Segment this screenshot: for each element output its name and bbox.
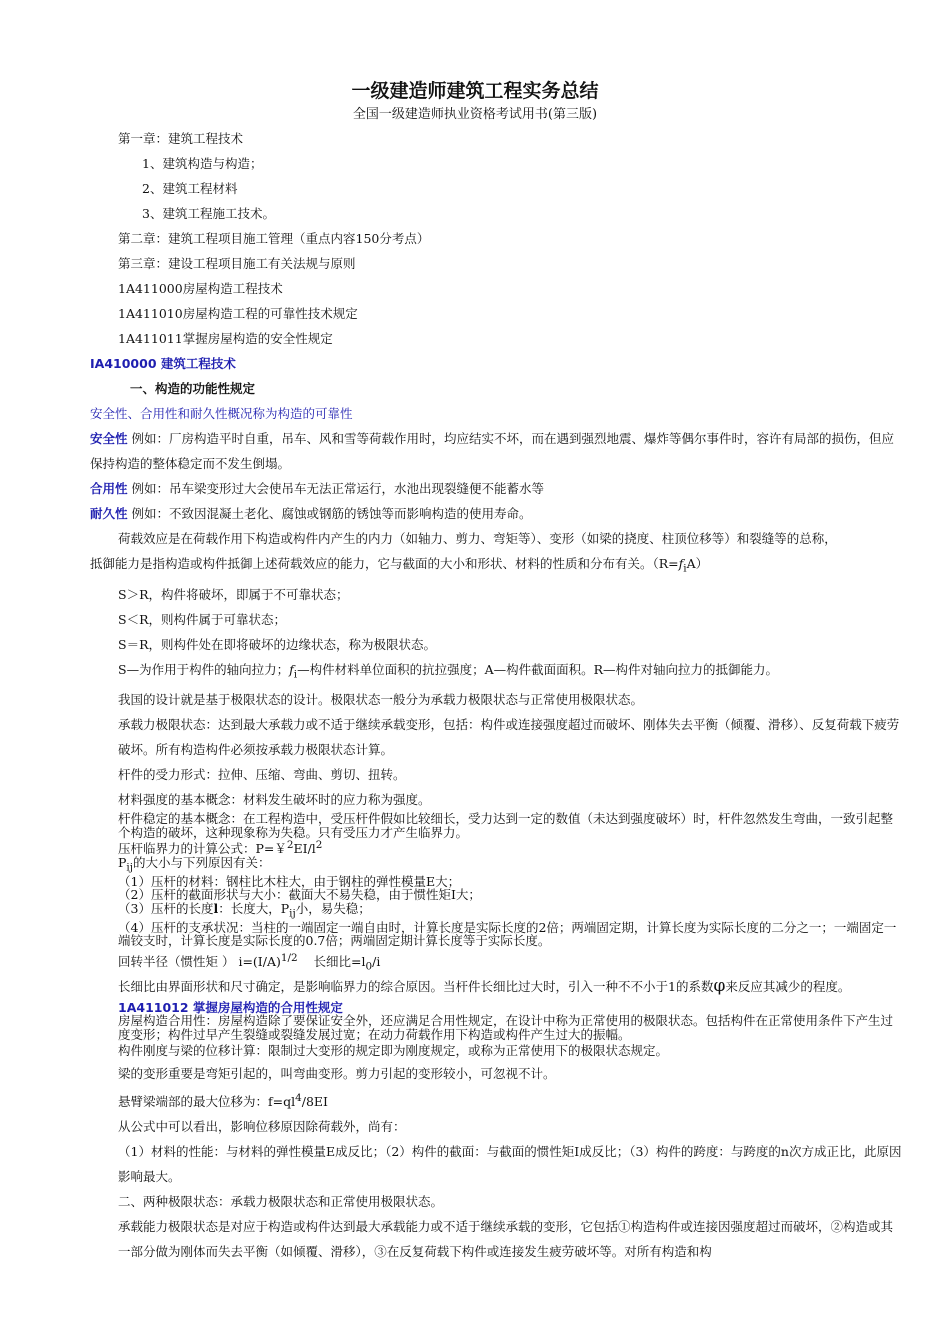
gyration-sup: 1/2 [280,951,298,964]
bearing-capacity-paragraph: 承载能力极限状态是对应于构造或构件达到最大承载能力或不适于继续承载的变形，它包括①构造构件或连接因强度超过而破坏，②构造或其一部分做为刚体而失去平衡（如倾覆、滑移），③在反复荷载下构件或连接发生疲劳破坏等。对所有构造和构 [118,1218,894,1259]
stiffness-paragraph: 构件刚度与梁的位移计算：限制过大变形的规定即为刚度规定，或称为正常使用下的极限状态规定。 [118,1043,669,1059]
slenderness-text-end: /i [372,953,381,969]
gyration-radius [90,952,905,974]
document-subtitle: 全国一级建造师执业资格考试用书(第三版) [352,107,598,122]
resistance-f-symbol: f [678,556,684,571]
formula-text-2: EI/l [293,841,316,857]
factor-3-subscript: ij [289,907,296,920]
formula-sup-1: 2 [286,839,294,851]
state-s-eq-r: S＝R，则构件处在即将破坏的边缘状态，称为极限状态。 [118,636,436,652]
slenderness-para-end: 来反应其减少的程度。 [725,978,851,994]
factor-3-text-3: 小，易失稳； [295,900,371,916]
factor-4: （4）压杆的支承状况：当柱的一端固定一端自由时，计算长度是实际长度的2倍；两端固定期，计算长度为实际长度的二分之一；一端固定一端铰支时，计算长度是实际长度的0.7倍；两端固定期计算长度等于实际长度。 [118,919,897,949]
pij-symbol: P [118,854,127,870]
cantilever-text: 悬臂梁端部的最大位移为：f=ql [118,1093,296,1109]
usability-keyword: 合用性 [90,481,128,496]
outline-code-1: 1A411000房屋构造工程技术 [118,281,283,296]
safety-keyword: 安全性 [90,431,128,446]
resistance-text-end: A） [686,556,709,571]
bending-deformation: 梁的变形重要是弯矩引起的，叫弯曲变形。剪力引起的变形较小，可忽视不计。 [118,1065,556,1081]
symbol-f: f [289,661,294,677]
symbol-def-text: S—为作用于构件的轴向拉力； [118,661,290,677]
outline-code-2: 1A411010房屋构造工程的可靠性技术规定 [118,306,358,321]
slenderness-para-text: 长细比由界面形状和尺寸确定，是影响临界力的综合原因。当杆件长细比过大时，引入一种不不小于1的系数 [118,978,714,994]
displacement-factors-intro: 从公式中可以看出，影响位移原因除荷载外，尚有： [118,1118,406,1134]
factor-3-text: （3）压杆的长度 [118,900,214,916]
factor-1: （1）压杆的材料：钢柱比木柱大，由于钢柱的弹性模量E大； [118,873,461,889]
bearing-limit-paragraph: 承载力极限状态：达到最大承载力或不适于继续承载变形，包括：构件或连接强度超过而破坏、刚体失去平衡（倾覆、滑移）、反复荷载下疲劳破坏。所有构造构件必须按承载力极限状态计算。 [118,717,900,757]
state-s-gt-r: S＞R，构件将破坏，即属于不可靠状态； [118,586,349,602]
durability-paragraph [90,501,905,526]
reliability-lead: 安全性、合用性和耐久性概况称为构造的可靠性 [90,406,353,421]
section-heading: IA410000 建筑工程技术 [90,356,236,371]
gyration-text: 回转半径（惯性矩 ） i=(I/A) [118,953,281,969]
usability-text: 例如：吊车梁变形过大会使吊车无法正常运行，水池出现裂缝便不能蓄水等 [127,481,544,496]
cantilever-sup: 4 [295,1091,302,1104]
resistance-paragraph [90,551,905,582]
resistance-text: 抵御能力是指构造或构件抵御上述荷载效应的能力，它与截面的大小和形状、材料的性质和分布有关。（R= [90,556,679,571]
safety-text: 例如：厂房构造平时自重，吊车、风和雪等荷载作用时，均应结实不坏，而在遇到强烈地震、爆炸等偶尔事件时，容许有局部的损伤，但应保持构造的整体稳定而不发生倒塌。 [90,431,894,471]
factor-3-text-2: ：长度大，P [218,900,290,916]
displacement-factors: （1）材料的性能：与材料的弹性模量E成反比；（2）构件的截面：与截面的惯性矩I成反比；（3）构件的跨度：与跨度的n次方成正比，此原因影响最大。 [118,1143,902,1184]
durability-text: 例如：不致因混凝土老化、腐蚀或钢筋的锈蚀等而影响构造的使用寿命。 [127,506,532,521]
document-body [90,126,905,1264]
resistance-i-subscript: i [683,562,687,575]
outline-item-1-2: 2、建筑工程材料 [142,181,238,196]
slenderness-paragraph [90,976,905,997]
outline-chapter-3: 第三章：建设工程项目施工有关法规与原则 [118,256,356,271]
two-limit-states: 二、两种极限状态：承载力极限状态和正常使用极限状态。 [118,1193,444,1209]
cantilever-text-end: /8EI [301,1093,328,1109]
cantilever-displacement [90,1086,905,1114]
force-forms-paragraph: 杆件的受力形式：拉伸、压缩、弯曲、剪切、扭转。 [118,767,406,782]
formula-text: 压杆临界力的计算公式：P=￥ [118,841,287,857]
factor-3-l-symbol: l [213,900,219,916]
load-effect-paragraph: 荷载效应是在荷载作用下构造或构件内产生的内力（如轴力、剪力、弯矩等）、变形（如梁的挠度、柱顶位移等）和裂缝等的总称， [118,531,837,546]
critical-force-factors [90,856,905,875]
pij-text: 的大小与下列原因有关： [132,854,271,870]
outline-item-1-1: 1、建筑构造与构造； [142,156,263,171]
usability-paragraph [90,476,905,501]
critical-force-formula [90,839,905,856]
outline-item-1-3: 3、建筑工程施工技术。 [142,206,275,221]
outline-chapter-1: 第一章：建筑工程技术 [118,131,244,146]
pij-subscript: ij [126,861,133,874]
section-2-heading: 1A411012 掌握房屋构造的合用性规定 [118,999,343,1015]
phi-symbol: φ [713,975,726,996]
symbol-definitions [90,657,905,688]
outline-chapter-2: 第二章：建筑工程项目施工管理（重点内容150分考点） [118,231,430,246]
limit-state-paragraph: 我国的设计就是基于极限状态的设计。极限状态一般分为承载力极限状态与正常使用极限状态。 [118,692,644,707]
symbol-i-subscript: i [293,668,298,680]
slenderness-sub: 0 [365,960,373,973]
stability-paragraph: 杆件稳定的基本概念：在工程构造中，受压杆件假如比较细长，受力达到一定的数值（未达到强度破坏）时，杆件忽然发生弯曲，一致引起整个构造的破坏，这种现象称为失稳。只有受压力才产生临界力。 [118,811,894,840]
subsection-heading: 一、构造的功能性规定 [130,381,256,396]
formula-sup-2: 2 [315,839,323,851]
safety-paragraph [90,426,905,476]
outline-code-3: 1A411011掌握房屋构造的安全性规定 [118,331,333,346]
document-title: 一级建造师建筑工程实务总结 [351,80,599,102]
slenderness-text: 长细比=l [297,953,366,969]
state-s-lt-r: S＜R，则构件属于可靠状态； [118,611,286,627]
usability-definition: 房屋构造合用性：房屋构造除了要保证安全外，还应满足合用性规定，在设计中称为正常使用的极限状态。包括构件在正常使用条件下产生过度变形；构件过早产生裂缝或裂缝发展过宽；在动力荷载作用下构造或构件产生过大的振幅。 [118,1013,894,1042]
factor-2: （2）压杆的截面形状与大小：截面大不易失稳，由于惯性矩I大； [118,887,481,903]
durability-keyword: 耐久性 [90,506,128,521]
symbol-def-text-end: —构件材料单位面积的抗拉强度；A—构件截面面积。R—构件对轴向拉力的抵御能力。 [297,661,779,677]
factor-3 [90,902,905,921]
strength-paragraph: 材料强度的基本概念：材料发生破坏时的应力称为强度。 [118,792,431,807]
